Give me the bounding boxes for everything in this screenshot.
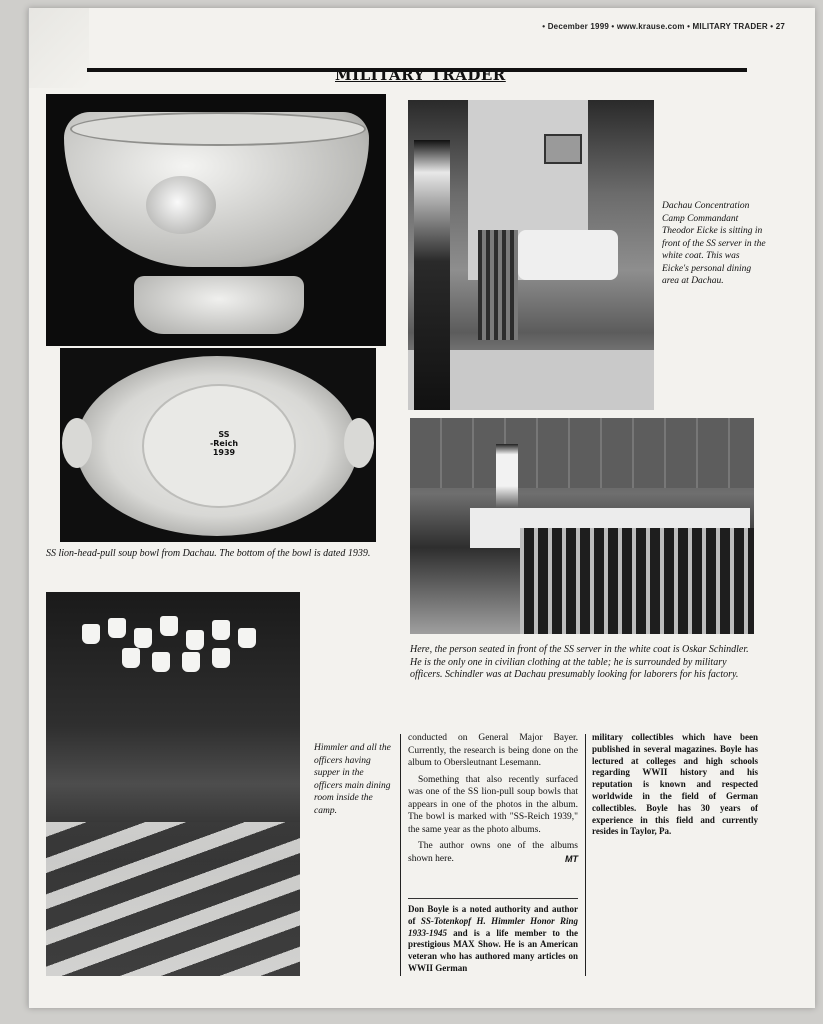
chandelier-lamp <box>212 620 230 640</box>
author-bio-part1 <box>408 904 578 975</box>
chandelier-lamp <box>186 630 204 650</box>
officers-hall-photo <box>46 592 300 976</box>
article-paragraph: Something that also recently surfaced was one of the SS lion-pull soup bowls that appears in one of the photos in the album. The bowl is marked with "SS-Reich 1939," the same year as the photo albums. <box>408 774 578 835</box>
chandelier-lamp <box>82 624 100 644</box>
chandelier-lamp <box>122 648 140 668</box>
chandelier-lamp <box>212 648 230 668</box>
chair-row <box>520 528 754 634</box>
signoff-mark: MT <box>565 853 578 864</box>
article-paragraph: conducted on General Major Bayer. Currently, the research is being done on the album to Obersleutnant Lesemann. <box>408 733 578 768</box>
lion-head-handle <box>146 176 216 234</box>
article-closing-text: The author owns one of the albums shown here. <box>408 841 578 864</box>
author-bio-part2: military collectibles which have been published in several magazines. Boyle has lectured at colleges and high schools regarding WWII history and his reputation is known and respected worldwide in the field of German collectibles. Boyle has 30 years of experience in this field and currently resides in Taylor, Pa. <box>592 732 758 837</box>
banquet-tables <box>46 822 300 976</box>
bowl-maker-mark <box>204 430 244 457</box>
chandelier-lamp <box>152 652 170 672</box>
masthead-logo: MILITARY TRADER <box>335 66 506 84</box>
chandelier-lamp <box>134 628 152 648</box>
wall-picture <box>544 134 582 164</box>
page-fold <box>29 8 89 88</box>
bowl-handle-left <box>62 418 92 468</box>
article-column <box>408 732 578 869</box>
article-paragraph <box>408 840 578 865</box>
book-title: SS-Totenkopf H. Himmler Honor Ring 1933-1945 <box>408 915 579 938</box>
bio-text: Don Boyle is a noted authority and author of <box>408 904 578 926</box>
column-rule-left <box>400 734 401 976</box>
soup-bowl-bottom-photo <box>60 348 376 542</box>
chandelier-lamp <box>182 652 200 672</box>
chandelier-lamp <box>160 616 178 636</box>
dining-chair <box>478 230 518 340</box>
bowl-handle-right <box>344 418 374 468</box>
chandelier-lamp <box>108 618 126 638</box>
running-header: • December 1999 • www.krause.com • MILITARY TRADER • 27 <box>542 22 785 31</box>
ss-server <box>496 444 518 514</box>
mark-line-2: -Reich <box>209 439 239 448</box>
bio-text: and is a life member to the prestigious MAX Show. He is an American veteran who has authored many articles on WWII German <box>408 927 578 973</box>
soup-bowl-photo <box>46 94 386 346</box>
bowl-rim <box>70 112 366 146</box>
mark-line-1: SS <box>218 430 230 439</box>
eicke-dining-photo <box>408 100 654 410</box>
eicke-caption: Dachau Concentration Camp Commandant Theodor Eicke is sitting in front of the SS server in the white coat. This was Eicke's personal dining area at Dachau. <box>662 201 766 286</box>
chandelier <box>82 614 262 684</box>
hall-caption: Himmler and all the officers having supper in the officers main dining room inside the camp. <box>314 743 391 816</box>
bowl-caption: SS lion-head-pull soup bowl from Dachau. The bottom of the bowl is dated 1939. <box>46 548 371 559</box>
mark-line-3: 1939 <box>212 448 236 457</box>
bowl-foot <box>134 276 304 334</box>
bio-rule <box>408 898 578 899</box>
paneled-wall <box>410 418 754 488</box>
chandelier-lamp <box>238 628 256 648</box>
standing-officer <box>414 140 450 410</box>
dining-table <box>518 230 618 280</box>
schindler-caption: Here, the person seated in front of the SS server in the white coat is Oskar Schindler. He is the only one in civilian clothing at the table; he is surrounded by military officers. Schindler was at Dachau presumably looking for laborers for his factory. <box>410 644 749 680</box>
column-rule-middle <box>585 734 586 976</box>
schindler-dining-photo <box>410 418 754 634</box>
